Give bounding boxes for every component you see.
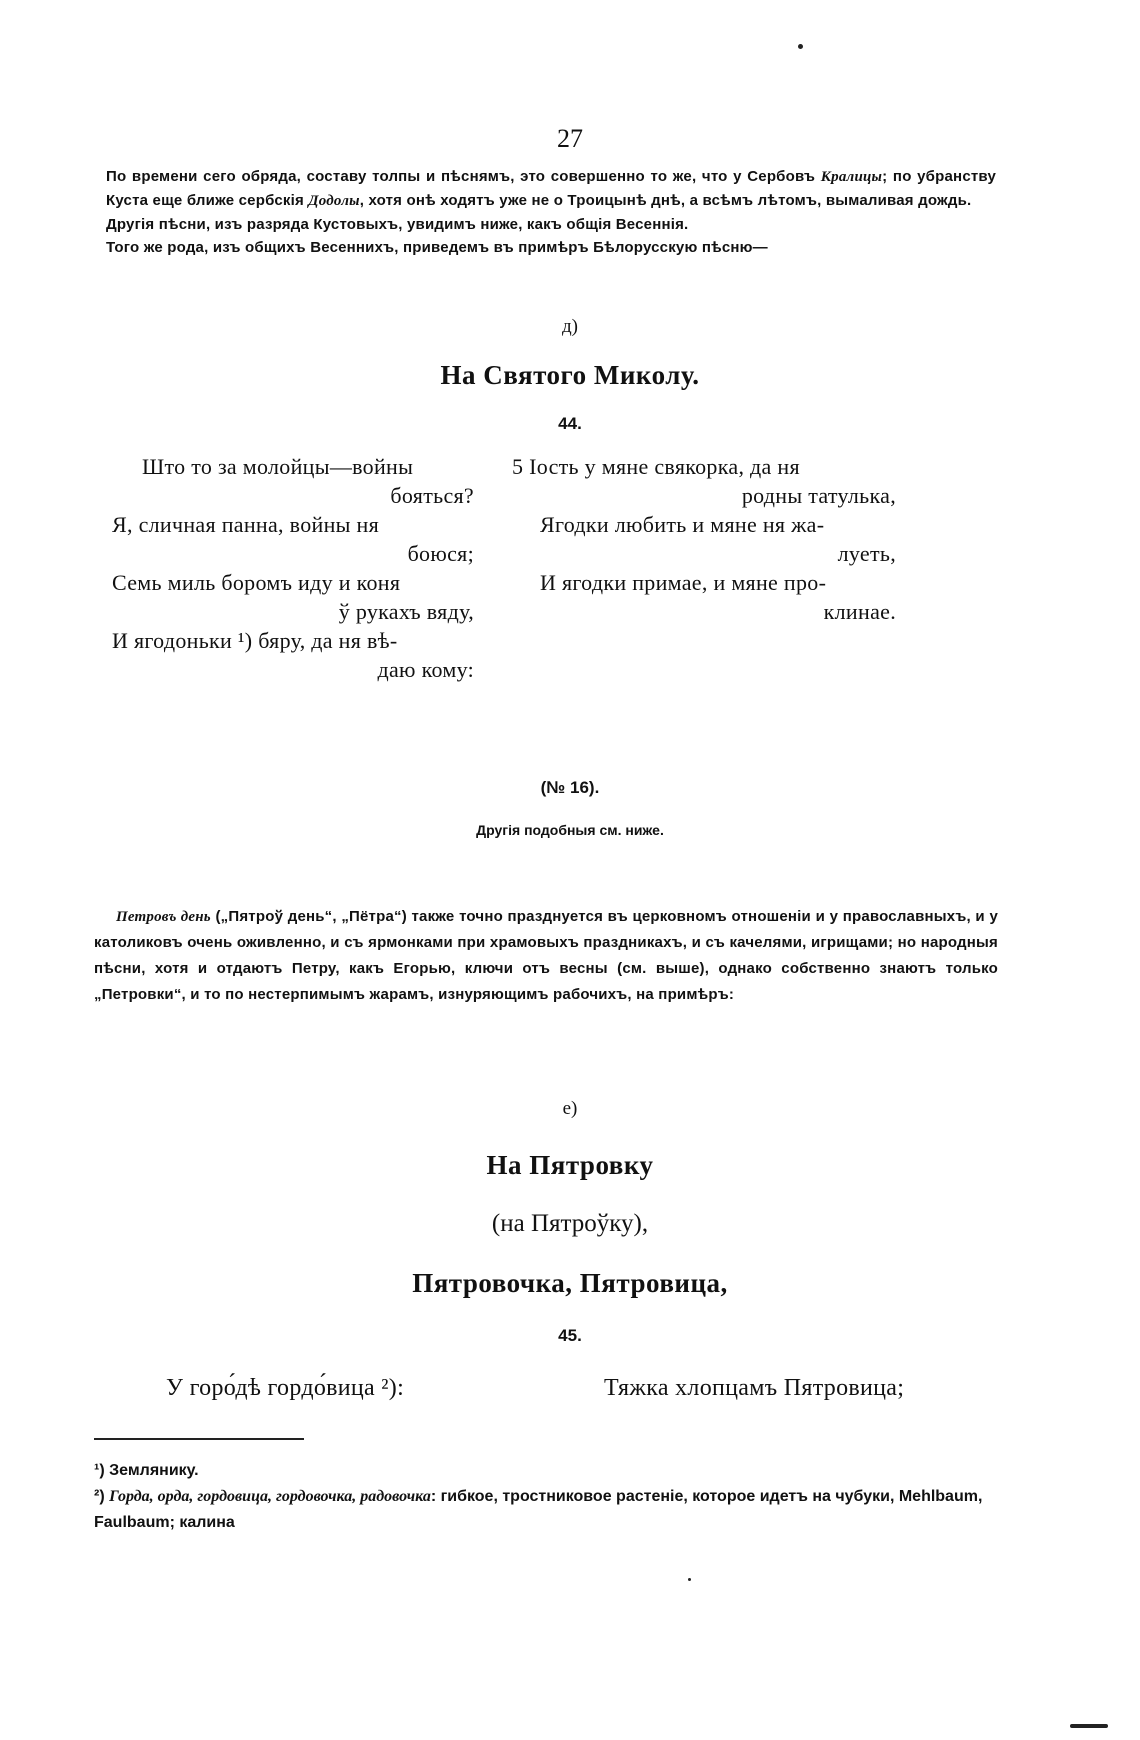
petrov-day-term: Петровъ день (116, 909, 211, 925)
song-number-44: 44. (558, 414, 582, 433)
intro-paragraph-3: Того же рода, изъ общихъ Весеннихъ, приведемъ въ примѣръ Бѣлорусскую пѣсню— (106, 239, 768, 256)
footnote-1: ¹) Землянику. (94, 1462, 199, 1479)
section-letter-e: е) (562, 1098, 578, 1119)
verse-line: 5 Іость у мяне свякорка, да ня (512, 454, 800, 479)
verse-line: Семь миль боромъ иду и коня (112, 570, 401, 595)
song-44-left-column (112, 452, 474, 684)
verse-line: клинае. (823, 599, 896, 624)
verse-line: И ягодоньки ¹) бяру, да ня вѣ- (112, 628, 398, 653)
song-44-right-column (512, 452, 896, 626)
verse-line: бояться? (390, 483, 474, 508)
section-subtitle: (на Пятроўку), (491, 1210, 649, 1237)
song-number-45: 45. (558, 1326, 582, 1345)
section-title-mikola: На Святого Миколу. (440, 360, 700, 390)
print-speck (798, 44, 803, 49)
section-title-pyatrovku: На Пятровку (486, 1150, 654, 1180)
verse-line: Што то за молойцы—войны (142, 454, 414, 479)
song-45-left-line: У горо́дѣ гордо́вица ²): (166, 1375, 405, 1401)
footnotes (94, 1458, 1004, 1536)
verse-line: родны татулька, (741, 483, 896, 508)
section-letter-d: д) (562, 316, 578, 337)
verse-line: Ягодки любить и мяне ня жа- (540, 512, 825, 537)
song-reference: (№ 16). (540, 778, 600, 797)
verse-line: луеть, (837, 541, 896, 566)
similar-songs-note: Другія подобныя см. ниже. (476, 822, 664, 838)
verse-line: Я, сличная панна, войны ня (112, 512, 380, 537)
verse-line: ў рукахъ вяду, (338, 599, 474, 624)
print-speck (688, 1578, 691, 1581)
song-45-right-line: Тяжка хлопцамъ Пятровица; (604, 1375, 905, 1401)
intro-text (106, 165, 996, 259)
intro-paragraph-1: По времени сего обряда, составу толпы и пѣснямъ, это совершенно то же, что у Сербовъ Кралицы; по убранству Куста еще ближе сербскія Додолы, хотя онѣ ходятъ уже не о Троицынѣ днѣ, а всѣмъ лѣтомъ, вымаливая дождь. (106, 168, 996, 209)
scan-smudge (1070, 1724, 1108, 1728)
footnote-2: ²) Горда, орда, гордовица, гордовочка, радовочка: гибкое, тростниковое растеніе, которое идетъ на чубуки, Mehlbaum, Faulbaum; калина (94, 1488, 983, 1531)
verse-line: И ягодки примае, и мяне про- (540, 570, 827, 595)
page-number: 27 (557, 124, 583, 153)
footnote-divider (94, 1438, 304, 1440)
verse-line: даю кому: (377, 657, 474, 682)
petrov-day-paragraph: Петровъ день („Пятроў день“, „Пётра“) также точно празднуется въ церковномъ отношеніи и у православныхъ, и у католиковъ очень оживленно, и съ ярмонками при храмовыхъ праздникахъ, и съ качелями, игрищами; но народныя пѣсни, хотя и отдаютъ Петру, какъ Егорью, ключи отъ весны (см. выше), однако собственно знаютъ только „Петровки“, и то по нестерпимымъ жарамъ, изнуряющимъ рабочихъ, на примѣръ: (94, 908, 998, 1003)
section-title-pyatrovochka: Пятровочка, Пятровица, (412, 1268, 728, 1298)
verse-line: боюся; (407, 541, 474, 566)
intro-paragraph-2: Другія пѣсни, изъ разряда Кустовыхъ, увидимъ ниже, какъ общія Весеннія. (106, 216, 689, 233)
